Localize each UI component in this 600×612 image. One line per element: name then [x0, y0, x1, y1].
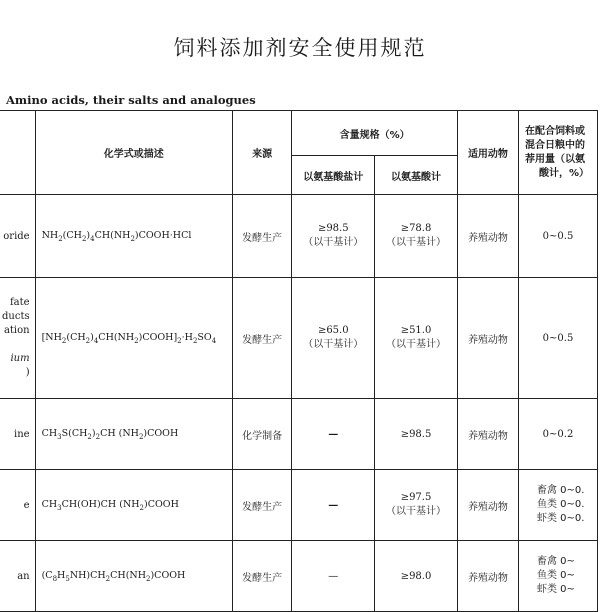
row-animals: 养殖动物 [457, 278, 518, 399]
value: — [328, 570, 339, 582]
row-recommended [518, 278, 597, 399]
row-formula: $NH_2(CH_2)_4CH(NH_2)COOH\cdot HCl$ [35, 195, 232, 278]
row-animals: 养殖动物 [457, 541, 518, 612]
value: ≥97.5 [400, 492, 432, 503]
value-note: （以干基计） [303, 339, 364, 350]
row-name-line: ation [3, 325, 30, 336]
rec-value: 鱼类 0~0. [536, 499, 585, 510]
header-formula: 化学式或描述 [35, 111, 232, 195]
table-row [0, 278, 598, 399]
row-content-salt [292, 195, 375, 278]
rec-value: 0~0.2 [542, 428, 574, 440]
value-note: （以干基计） [386, 237, 447, 248]
rec-value: 虾类 0~0. [536, 513, 585, 524]
value: ≥98.5 [400, 428, 432, 440]
value: ≥98.5 [317, 223, 349, 234]
header-recommended-line: 在配合饲料或 [524, 125, 585, 137]
value: ≥78.8 [400, 223, 432, 234]
header-as-salt: 以氨基酸盐计 [292, 156, 375, 195]
header-recommended-line: 酸计，%） [538, 167, 590, 179]
header-source: 来源 [232, 111, 291, 195]
table-row [0, 541, 598, 612]
value-note: （以干基计） [303, 237, 364, 248]
row-recommended [518, 470, 597, 541]
value: ≥65.0 [317, 325, 349, 336]
row-formula: $[NH_2(CH_2)_4CH(NH_2)COOH]_2\cdot H_2SO_4$ [35, 278, 232, 399]
rec-value: 0~0.5 [542, 230, 574, 242]
row-source: 发酵生产 [232, 278, 291, 399]
row-name-line: ) [25, 367, 30, 378]
row-content-salt [292, 399, 375, 470]
row-name-line: ducts [2, 311, 30, 322]
row-animals: 养殖动物 [457, 195, 518, 278]
row-content-acid [375, 278, 458, 399]
row-name-cell [0, 541, 35, 612]
header-row-1 [0, 111, 598, 156]
rec-value: 畜禽 0~0. [536, 485, 585, 496]
row-formula: $(C_8H_5NH)CH_2CH(NH_2)COOH$ [35, 541, 232, 612]
row-name-line: fate [9, 297, 30, 308]
additive-table [0, 110, 598, 612]
row-name-line [2, 338, 30, 352]
row-animals: 养殖动物 [457, 470, 518, 541]
value: ≥51.0 [400, 325, 432, 336]
rec-value: 鱼类 0~ [536, 570, 575, 581]
table-row [0, 470, 598, 541]
header-as-acid: 以氨基酸计 [375, 156, 458, 195]
row-name-cell [0, 399, 35, 470]
table-row [0, 195, 598, 278]
page-title: 饲料添加剂安全使用规范 [173, 36, 427, 60]
row-name: e [23, 499, 30, 511]
value: ≥98.0 [400, 570, 432, 582]
section-heading [6, 93, 256, 107]
row-name-cell [0, 278, 35, 399]
row-content-salt [292, 470, 375, 541]
row-recommended [518, 399, 597, 470]
row-content-acid [375, 470, 458, 541]
row-source: 化学制备 [232, 399, 291, 470]
row-content-salt [292, 541, 375, 612]
row-animals: 养殖动物 [457, 399, 518, 470]
row-content-acid [375, 195, 458, 278]
header-recommended-line: 混合日粮中的 [524, 139, 585, 151]
header-name-cell [0, 111, 35, 195]
row-source: 发酵生产 [232, 541, 291, 612]
row-content-acid [375, 541, 458, 612]
value-note: （以干基计） [386, 506, 447, 517]
rec-value: 0~0.5 [542, 332, 574, 344]
row-name-cell [0, 195, 35, 278]
rec-value: 畜禽 0~ [536, 556, 575, 567]
rec-value: 虾类 0~ [536, 584, 575, 595]
row-name: an [17, 570, 30, 582]
row-name-line: ium [10, 353, 30, 364]
row-recommended [518, 541, 597, 612]
row-source: 发酵生产 [232, 470, 291, 541]
section-heading-text: Amino acids, their salts and analogues [6, 93, 256, 107]
row-recommended [518, 195, 597, 278]
header-content-spec: 含量规格（%） [292, 111, 458, 156]
value: — [328, 499, 339, 511]
row-content-acid [375, 399, 458, 470]
header-recommended-line: 荐用量（以氨 [524, 153, 585, 165]
header-animals: 适用动物 [457, 111, 518, 195]
row-formula: $CH_3S(CH_2)_2CH$ $(NH_2)COOH$ [35, 399, 232, 470]
value-note: （以干基计） [386, 339, 447, 350]
value: — [328, 428, 339, 440]
table-row [0, 399, 598, 470]
row-formula: $CH_3CH(OH)CH$ $(NH_2)COOH$ [35, 470, 232, 541]
header-recommended [518, 111, 597, 195]
row-name-cell [0, 470, 35, 541]
row-name: oride [3, 230, 30, 242]
row-content-salt [292, 278, 375, 399]
row-name: ine [14, 428, 30, 440]
row-source: 发酵生产 [232, 195, 291, 278]
